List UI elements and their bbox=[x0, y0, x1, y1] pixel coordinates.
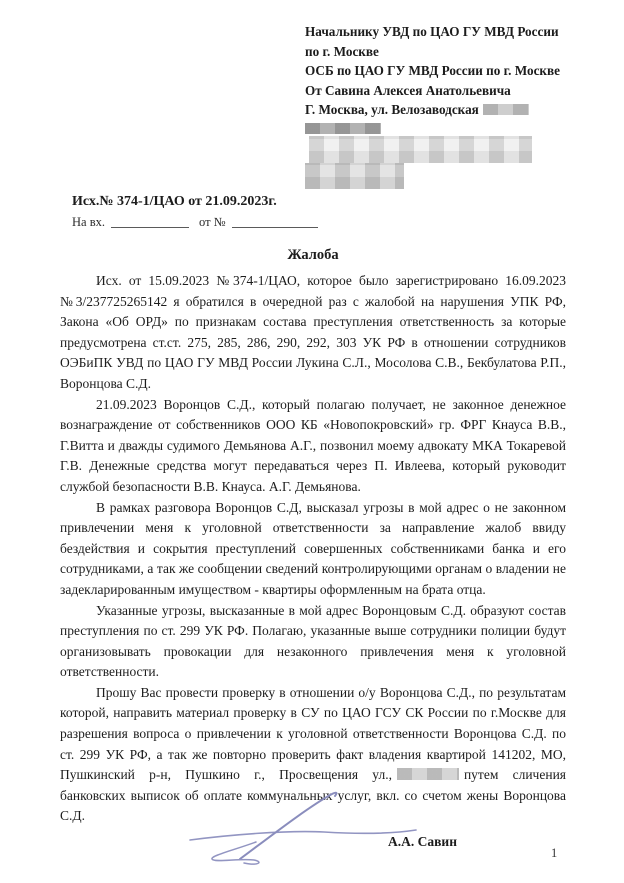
signatory-name: А.А. Савин bbox=[388, 834, 457, 849]
page-number: 1 bbox=[551, 846, 558, 860]
signature-area bbox=[60, 784, 566, 876]
incoming-from-label: от № bbox=[198, 215, 226, 229]
reference-block bbox=[72, 194, 318, 230]
recipient-line: ОСБ по ЦАО ГУ МВД России по г. Москве bbox=[305, 63, 560, 78]
redacted-block-medium bbox=[305, 163, 404, 189]
incoming-number-line bbox=[72, 215, 318, 230]
paragraph: 21.09.2023 Воронцов С.Д., который полагаю получает, не законное денежное вознаграждение от собственников ООО КБ «Новопокровский» гр. ФРГ Кнауса В.В., Г.Витта и дважды судимого Демьянова А.Г., позвонил моему адвокату МКА Токаревой Г.В. Денежные средства могут передаваться через П. Ивлеева, который руководит службой безопасности В.В. Кнауса. А.Г. Демьянова. bbox=[60, 396, 566, 494]
redacted-street-number bbox=[397, 768, 459, 780]
paragraph: В рамках разговора Воронцов С.Д, высказал угрозы в мой адрес о не законном привлечении меня к уголовной ответственности за направление жалоб ввиду бездействия и сокрытия преступлений совершенных собственниками банка и его сотрудниками, а так же сообщении сведений контролирующими органам о владении не задекларированным имуществом - квартиры оформленным на брата отца. bbox=[60, 499, 566, 597]
redacted-block-light bbox=[309, 136, 532, 163]
paragraph: Указанные угрозы, высказанные в мой адрес Воронцовым С.Д. образуют состав преступления по ст. 299 УК РФ. Полагаю, указанные выше сотрудники полиции будут организовывать провокации для незаконного привлечения меня к уголовной ответственности. bbox=[60, 602, 566, 680]
redacted-house-number bbox=[483, 104, 529, 115]
incoming-number-blank bbox=[111, 215, 189, 228]
handwritten-signature bbox=[182, 786, 422, 866]
sender-address-line bbox=[305, 100, 585, 120]
outgoing-number: Исх.№ 374-1/ЦАО от 21.09.2023г. bbox=[72, 194, 277, 209]
incoming-label: На вх. bbox=[72, 215, 105, 229]
recipient-line: Начальнику УВД по ЦАО ГУ МВД России bbox=[305, 24, 559, 39]
request-text-before: Прошу Вас провести проверку в отношении о/у Воронцова С.Д., по результатам которой, направить материал проверку в СУ по ЦАО ГСУ СК России по г.Москве для разрешения вопроса о привлечении к уголовной ответственности Воронцова С.Д. по ст. 299 УК РФ, а так же повторно проверить факт владения квартирой 141202, МО, Пушкинский р-н, Пушкино г., Просвещения ул., bbox=[60, 684, 566, 783]
recipient-line: по г. Москве bbox=[305, 43, 379, 59]
incoming-date-blank bbox=[232, 215, 318, 228]
redacted-block-dark bbox=[305, 123, 381, 134]
paragraph: Исх. от 15.09.2023 №374-1/ЦАО, которое было зарегистрировано 16.09.2023 №3/237725265142 я обратился в очередной раз с жалобой на нарушения УПК РФ, Закона «Об ОРД» по признакам состава преступления ответственность за которые предусмотрена ст.ст. 275, 285, 286, 290, 292, 303 УК РФ в отношении сотрудников ОЭБиПК УВД по ЦАО ГУ МВД России Лукина С.Л., Мосолова С.В., Бекбулатова Р.П., Воронцова С.Д. bbox=[60, 273, 566, 391]
document-title: Жалоба bbox=[287, 247, 339, 263]
request-text-after: путем сличения банковских выписок об оплате коммунальных услуг, вкл. со счетом жены Воронцова С.Д. bbox=[60, 767, 567, 824]
sender-address-text: Г. Москва, ул. Велозаводская bbox=[305, 102, 479, 117]
document-body bbox=[60, 271, 566, 827]
recipient-block bbox=[305, 22, 585, 189]
sender-line: От Савина Алексея Анатольевича bbox=[305, 82, 511, 98]
